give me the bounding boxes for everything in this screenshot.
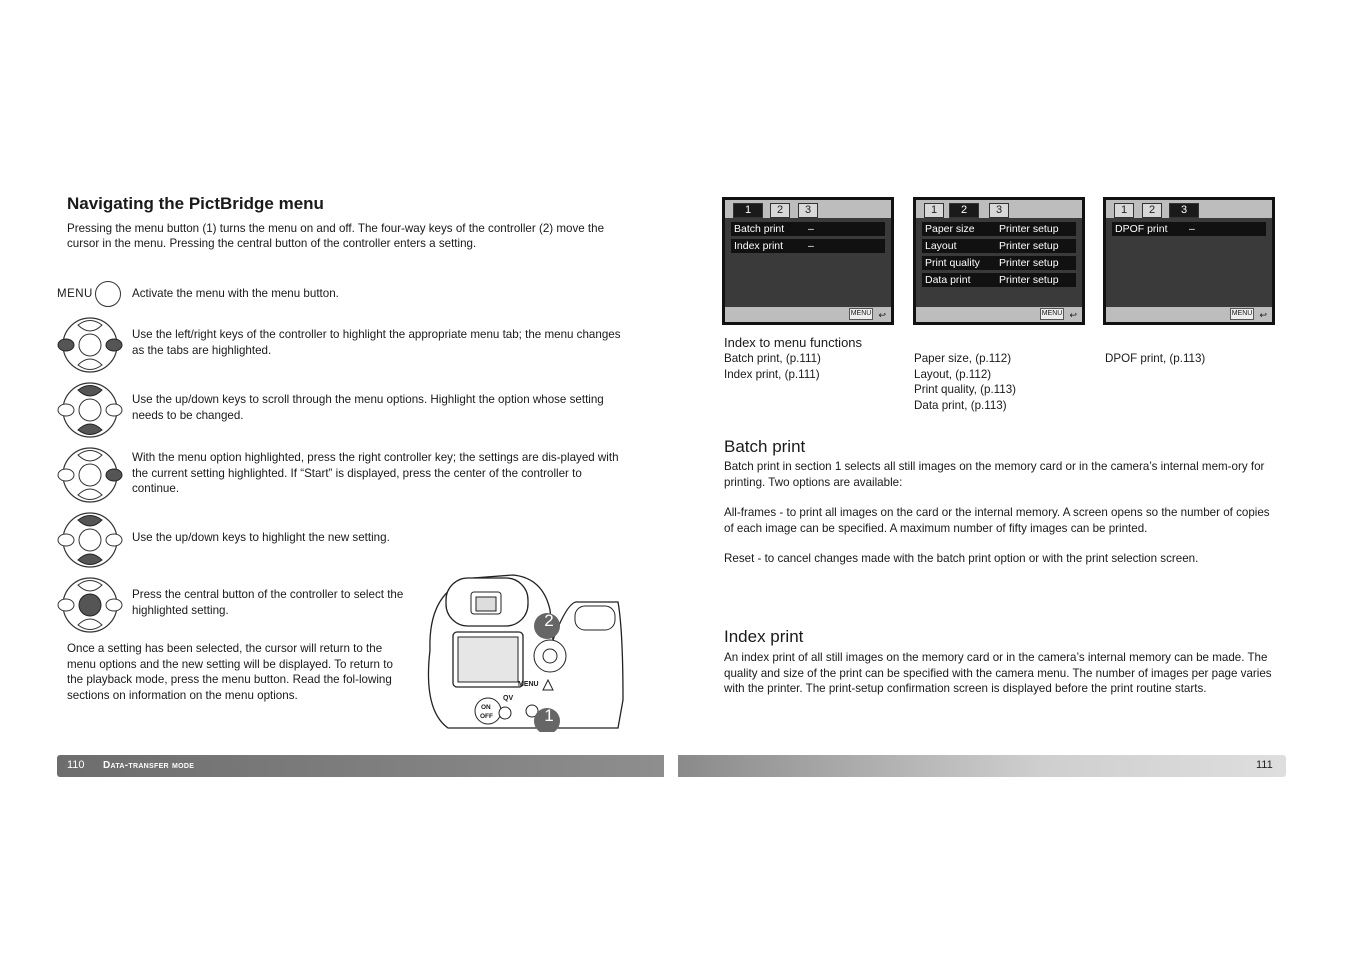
- controller-up-down-icon: [56, 510, 124, 570]
- menu-row-dpof-print[interactable]: DPOF print –: [1112, 222, 1266, 236]
- menu-screen-tab-2: [913, 197, 1085, 325]
- controller-right-key-icon: [56, 445, 124, 505]
- return-icon: ↩: [878, 310, 886, 320]
- index-title: Index to menu functions: [724, 335, 863, 350]
- step-1-text: Activate the menu with the menu button.: [132, 287, 339, 300]
- menu-tab-2[interactable]: 2: [949, 203, 979, 218]
- menu-button-illustration: [57, 281, 121, 307]
- menu-row-paper-size[interactable]: Paper size Printer setup: [922, 222, 1076, 236]
- menu-tab-2[interactable]: 2: [770, 203, 790, 218]
- menu-row-batch-print[interactable]: Batch print –: [731, 222, 885, 236]
- menu-chip: MENU: [1230, 308, 1254, 320]
- menu-tab-bar: [916, 200, 1082, 218]
- menu-screen-tab-3: [1103, 197, 1275, 325]
- menu-tab-3[interactable]: 3: [1169, 203, 1199, 218]
- menu-tab-1[interactable]: 1: [924, 203, 944, 218]
- batch-print-heading: Batch print: [724, 437, 806, 456]
- step-5-text: Use the up/down keys to highlight the new setting.: [132, 531, 390, 544]
- menu-row-print-quality[interactable]: Print quality Printer setup: [922, 256, 1076, 270]
- batch-reset-text: Reset - to cancel changes made with the batch print option or with the print selection screen.: [724, 552, 1199, 565]
- menu-tab-1[interactable]: 1: [1114, 203, 1134, 218]
- batch-print-text: Batch print in section 1 selects all still images on the memory card or in the camera’s internal mem-ory for printing. Two options are available:: [724, 460, 1265, 489]
- menu-tab-3[interactable]: 3: [989, 203, 1009, 218]
- return-icon: ↩: [1259, 310, 1267, 320]
- menu-button-icon: [95, 281, 121, 307]
- menu-chip: MENU: [1040, 308, 1064, 320]
- menu-row-layout[interactable]: Layout Printer setup: [922, 239, 1076, 253]
- section-title: Data-transfer mode: [103, 760, 195, 771]
- callout-2: 2: [544, 611, 554, 630]
- index-print-text: An index print of all still images on the memory card or in the camera’s internal memory can be made. The quality and size of the print can be specified with the camera menu. The number of images per page varies with the printer. The print-setup confirmation screen is displayed before the print routine starts.: [724, 651, 1272, 695]
- index-col-2: Paper size, (p.112) Layout, (p.112) Print quality, (p.113) Data print, (p.113): [914, 352, 1017, 412]
- page-number-right: 111: [1256, 759, 1273, 771]
- camera-menu-label: MENU: [518, 681, 539, 688]
- step-3-text: Use the up/down keys to scroll through the menu options. Highlight the option whose setting needs to be changed.: [132, 393, 604, 422]
- menu-row-index-print[interactable]: Index print –: [731, 239, 885, 253]
- step-4-text: With the menu option highlighted, press the right controller key; the settings are dis-played with the current setting highlighted. If “Start” is displayed, press the center of the controller to continue.: [132, 451, 619, 495]
- step-6-text: Press the central button of the controller to select the highlighted setting.: [132, 588, 404, 617]
- camera-on-label: ON: [481, 704, 491, 711]
- page-heading: Navigating the PictBridge menu: [67, 194, 324, 213]
- page-number-left: 110: [67, 759, 85, 771]
- camera-qv-label: QV: [503, 695, 514, 702]
- menu-tab-3[interactable]: 3: [798, 203, 818, 218]
- intro-text: Pressing the menu button (1) turns the menu on and off. The four-way keys of the controller (2) move the cursor in the menu. Pressing the central button of the controller enters a setting.: [67, 222, 605, 250]
- index-col-3: DPOF print, (p.113): [1105, 352, 1206, 365]
- menu-tab-bar: [725, 200, 891, 218]
- index-col-1: Batch print, (p.111) Index print, (p.111): [724, 352, 821, 381]
- menu-tab-bar: [1106, 200, 1272, 218]
- step-2-text: Use the left/right keys of the controller to highlight the appropriate menu tab; the menu changes as the tabs are highlighted.: [132, 328, 621, 357]
- return-icon: ↩: [1069, 310, 1077, 320]
- menu-chip: MENU: [849, 308, 873, 320]
- menu-tab-2[interactable]: 2: [1142, 203, 1162, 218]
- menu-screen-tab-1: [722, 197, 894, 325]
- controller-center-button-icon: [56, 575, 124, 635]
- menu-label: MENU: [57, 288, 93, 300]
- batch-all-frames-text: All-frames - to print all images on the card or the internal memory. A screen opens so the number of copies of each image can be specified. A maximum number of fifty images can be printed.: [724, 506, 1270, 535]
- callout-1: 1: [544, 706, 554, 725]
- menu-tab-1[interactable]: 1: [733, 203, 763, 218]
- closing-text: Once a setting has been selected, the cursor will return to the menu options and the new setting will be displayed. To return to the playback mode, press the menu button. Read the fol-lowing sections on information on the menu options.: [67, 642, 393, 702]
- index-print-heading: Index print: [724, 627, 804, 646]
- camera-back-illustration: [418, 570, 628, 732]
- footer-bar-right: [678, 755, 1286, 777]
- controller-left-right-icon: [56, 315, 124, 375]
- camera-off-label: OFF: [480, 713, 493, 720]
- menu-row-data-print[interactable]: Data print Printer setup: [922, 273, 1076, 287]
- controller-up-down-icon: [56, 380, 124, 440]
